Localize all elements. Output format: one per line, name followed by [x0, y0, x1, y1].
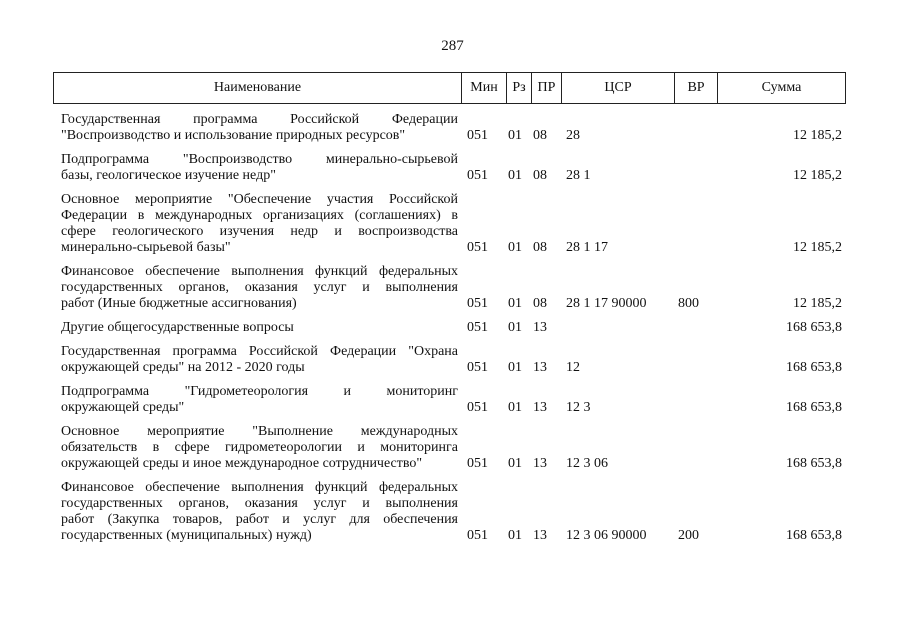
table-row [53, 344, 846, 376]
row-name-line: Основное мероприятие "Обеспечение участия Российской [61, 192, 458, 207]
row-name-line: работ (Закупка товаров, работ и услуг для обеспечения [61, 512, 458, 527]
row-csr: 12 3 06 [566, 456, 608, 471]
row-name-line: окружающей среды и иное международное сотрудничество" [61, 456, 423, 471]
row-sum: 12 185,2 [793, 168, 842, 183]
row-name-line: государственных органов, оказания услуг и выполнения [61, 280, 458, 295]
row-name [61, 112, 458, 144]
row-min: 051 [467, 128, 488, 143]
row-min: 051 [467, 400, 488, 415]
row-csr: 12 3 [566, 400, 591, 415]
row-name [61, 152, 458, 184]
row-pr: 08 [533, 128, 547, 143]
row-rz: 01 [508, 320, 522, 335]
row-csr: 28 1 [566, 168, 591, 183]
row-name [61, 424, 458, 472]
header-pr: ПР [532, 73, 562, 103]
table-row [53, 112, 846, 144]
row-sum: 12 185,2 [793, 296, 842, 311]
row-name [61, 320, 458, 336]
table-row [53, 480, 846, 544]
row-name-line: Федерации в международных организациях (соглашениях) в [61, 208, 458, 223]
row-name-line: Государственная программа Российской Федерации [61, 112, 458, 127]
row-name-line: Финансовое обеспечение выполнения функций федеральных [61, 480, 458, 495]
row-name-line: Подпрограмма "Гидрометеорология и мониторинг [61, 384, 458, 399]
row-min: 051 [467, 528, 488, 543]
row-min: 051 [467, 320, 488, 335]
row-name [61, 480, 458, 544]
row-name-line: государственных органов, оказания услуг и выполнения [61, 496, 458, 511]
row-name-line: базы, геологическое изучение недр" [61, 168, 276, 183]
header-min: Мин [462, 73, 507, 103]
row-pr: 08 [533, 240, 547, 255]
row-csr: 28 1 17 [566, 240, 608, 255]
header-csr: ЦСР [562, 73, 675, 103]
row-min: 051 [467, 168, 488, 183]
row-name [61, 192, 458, 256]
row-name-line: Подпрограмма "Воспроизводство минерально-сырьевой [61, 152, 458, 167]
table-body [53, 104, 846, 544]
row-rz: 01 [508, 400, 522, 415]
row-name-line: Финансовое обеспечение выполнения функций федеральных [61, 264, 458, 279]
row-name-line: окружающей среды" [61, 400, 185, 415]
row-min: 051 [467, 296, 488, 311]
row-csr: 12 3 06 90000 [566, 528, 647, 543]
table-row [53, 264, 846, 312]
row-pr: 13 [533, 400, 547, 415]
row-pr: 08 [533, 168, 547, 183]
row-rz: 01 [508, 456, 522, 471]
row-min: 051 [467, 456, 488, 471]
row-name-line: обязательств в сфере гидрометеорологии и мониторинга [61, 440, 458, 455]
table-row [53, 384, 846, 416]
row-csr: 28 1 17 90000 [566, 296, 647, 311]
row-rz: 01 [508, 168, 522, 183]
row-sum: 168 653,8 [786, 320, 842, 335]
row-name [61, 264, 458, 312]
row-name-line: минерально-сырьевой базы" [61, 240, 231, 255]
row-rz: 01 [508, 128, 522, 143]
row-pr: 13 [533, 456, 547, 471]
header-sum: Сумма [761, 80, 802, 95]
header-name: Наименование [54, 73, 462, 103]
table-row [53, 152, 846, 184]
row-name-line: Другие общегосударственные вопросы [61, 320, 294, 335]
header-vr: ВР [675, 73, 718, 103]
row-name [61, 384, 458, 416]
row-name-line: работ (Иные бюджетные ассигнования) [61, 296, 297, 311]
row-name-line: Государственная программа Российской Федерации "Охрана [61, 344, 458, 359]
row-name-line: государственных (муниципальных) нужд) [61, 528, 312, 543]
row-sum: 168 653,8 [786, 400, 842, 415]
row-sum: 168 653,8 [786, 528, 842, 543]
row-name-line: Основное мероприятие "Выполнение международных [61, 424, 458, 439]
row-name-line: окружающей среды" на 2012 - 2020 годы [61, 360, 305, 375]
table-row [53, 192, 846, 256]
row-name-line: сфере геологического изучения недр и воспроизводства [61, 224, 458, 239]
row-pr: 13 [533, 320, 547, 335]
row-rz: 01 [508, 360, 522, 375]
row-csr: 12 [566, 360, 580, 375]
row-pr: 13 [533, 360, 547, 375]
row-rz: 01 [508, 240, 522, 255]
row-pr: 13 [533, 528, 547, 543]
table-row [53, 424, 846, 472]
row-vr: 200 [678, 528, 699, 543]
row-sum: 12 185,2 [793, 128, 842, 143]
row-csr: 28 [566, 128, 580, 143]
header-rz: Рз [507, 73, 532, 103]
row-min: 051 [467, 360, 488, 375]
row-rz: 01 [508, 296, 522, 311]
row-min: 051 [467, 240, 488, 255]
row-name-line: "Воспроизводство и использование природных ресурсов" [61, 128, 406, 143]
row-name [61, 344, 458, 376]
row-sum: 12 185,2 [793, 240, 842, 255]
row-vr: 800 [678, 296, 699, 311]
row-rz: 01 [508, 528, 522, 543]
table-row [53, 320, 846, 336]
row-pr: 08 [533, 296, 547, 311]
table-header [53, 72, 846, 104]
row-sum: 168 653,8 [786, 456, 842, 471]
row-sum: 168 653,8 [786, 360, 842, 375]
page-number: 287 [441, 38, 464, 54]
